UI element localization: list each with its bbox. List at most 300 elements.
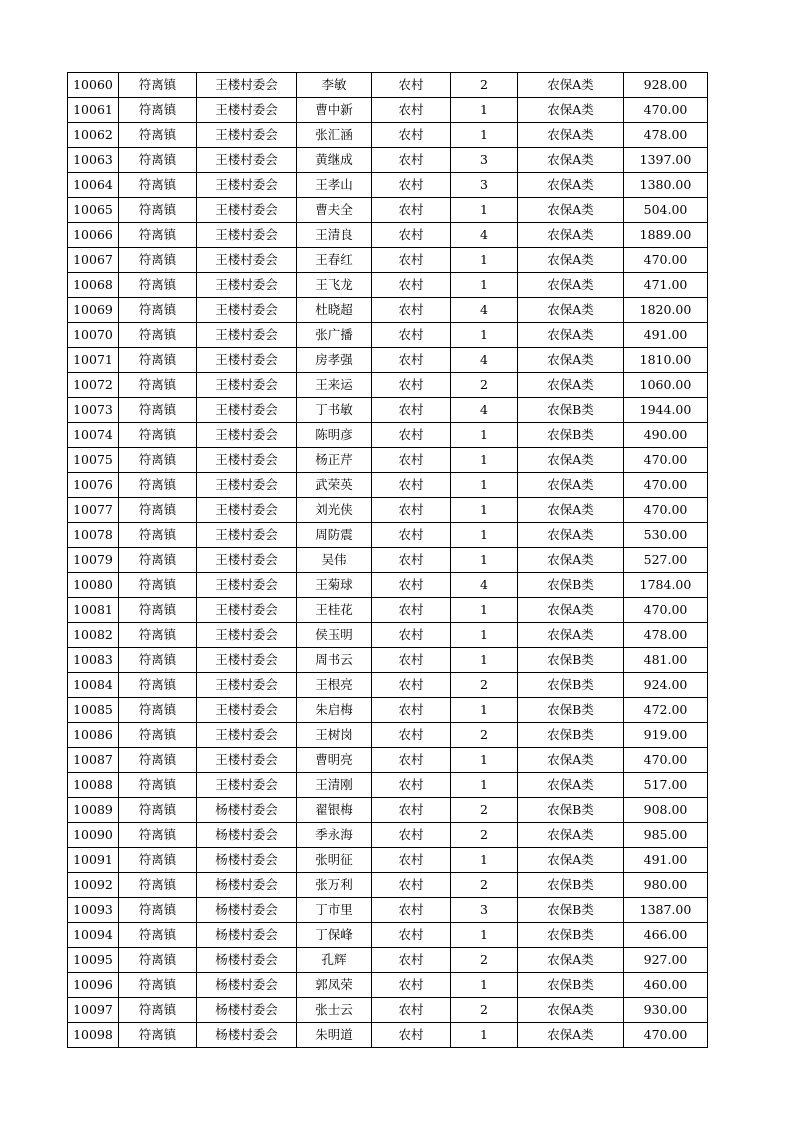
town-cell: 符离镇 xyxy=(119,598,197,623)
town-cell: 符离镇 xyxy=(119,648,197,673)
household-size-cell: 1 xyxy=(451,973,518,998)
name-cell: 王飞龙 xyxy=(297,273,372,298)
table-row xyxy=(68,798,708,823)
amount-cell: 980.00 xyxy=(624,873,708,898)
insurance-class-cell: 农保A类 xyxy=(518,948,624,973)
table-row xyxy=(68,373,708,398)
village-committee-cell: 王楼村委会 xyxy=(197,73,297,98)
household-size-cell: 4 xyxy=(451,573,518,598)
record-id-cell: 10081 xyxy=(68,598,119,623)
household-size-cell: 1 xyxy=(451,848,518,873)
area-type-cell: 农村 xyxy=(372,348,451,373)
area-type-cell: 农村 xyxy=(372,148,451,173)
insurance-class-cell: 农保A类 xyxy=(518,598,624,623)
area-type-cell: 农村 xyxy=(372,573,451,598)
insurance-class-cell: 农保A类 xyxy=(518,198,624,223)
town-cell: 符离镇 xyxy=(119,623,197,648)
amount-cell: 1380.00 xyxy=(624,173,708,198)
record-id-cell: 10066 xyxy=(68,223,119,248)
area-type-cell: 农村 xyxy=(372,173,451,198)
amount-cell: 927.00 xyxy=(624,948,708,973)
table-row xyxy=(68,98,708,123)
household-size-cell: 1 xyxy=(451,273,518,298)
household-size-cell: 2 xyxy=(451,373,518,398)
amount-cell: 466.00 xyxy=(624,923,708,948)
village-committee-cell: 杨楼村委会 xyxy=(197,873,297,898)
insurance-class-cell: 农保A类 xyxy=(518,73,624,98)
village-committee-cell: 杨楼村委会 xyxy=(197,923,297,948)
town-cell: 符离镇 xyxy=(119,798,197,823)
table-row xyxy=(68,273,708,298)
insurance-class-cell: 农保A类 xyxy=(518,998,624,1023)
village-committee-cell: 王楼村委会 xyxy=(197,573,297,598)
area-type-cell: 农村 xyxy=(372,723,451,748)
table-row xyxy=(68,998,708,1023)
name-cell: 刘光侠 xyxy=(297,498,372,523)
village-committee-cell: 王楼村委会 xyxy=(197,698,297,723)
household-size-cell: 1 xyxy=(451,598,518,623)
record-id-cell: 10083 xyxy=(68,648,119,673)
record-id-cell: 10061 xyxy=(68,98,119,123)
area-type-cell: 农村 xyxy=(372,598,451,623)
household-size-cell: 4 xyxy=(451,348,518,373)
insurance-class-cell: 农保A类 xyxy=(518,148,624,173)
household-size-cell: 4 xyxy=(451,298,518,323)
insurance-class-cell: 农保A类 xyxy=(518,273,624,298)
village-committee-cell: 王楼村委会 xyxy=(197,498,297,523)
amount-cell: 908.00 xyxy=(624,798,708,823)
insurance-class-cell: 农保A类 xyxy=(518,298,624,323)
name-cell: 翟银梅 xyxy=(297,798,372,823)
table-row xyxy=(68,898,708,923)
table-row xyxy=(68,873,708,898)
household-size-cell: 1 xyxy=(451,123,518,148)
amount-cell: 470.00 xyxy=(624,473,708,498)
insurance-class-cell: 农保A类 xyxy=(518,248,624,273)
name-cell: 侯玉明 xyxy=(297,623,372,648)
record-id-cell: 10065 xyxy=(68,198,119,223)
town-cell: 符离镇 xyxy=(119,298,197,323)
household-size-cell: 2 xyxy=(451,73,518,98)
household-size-cell: 2 xyxy=(451,723,518,748)
insurance-class-cell: 农保A类 xyxy=(518,848,624,873)
record-id-cell: 10067 xyxy=(68,248,119,273)
household-size-cell: 1 xyxy=(451,523,518,548)
name-cell: 郭凤荣 xyxy=(297,973,372,998)
amount-cell: 491.00 xyxy=(624,323,708,348)
area-type-cell: 农村 xyxy=(372,848,451,873)
village-committee-cell: 王楼村委会 xyxy=(197,148,297,173)
name-cell: 王孝山 xyxy=(297,173,372,198)
name-cell: 周防震 xyxy=(297,523,372,548)
village-committee-cell: 杨楼村委会 xyxy=(197,998,297,1023)
area-type-cell: 农村 xyxy=(372,248,451,273)
record-id-cell: 10088 xyxy=(68,773,119,798)
insurance-class-cell: 农保B类 xyxy=(518,673,624,698)
record-id-cell: 10062 xyxy=(68,123,119,148)
town-cell: 符离镇 xyxy=(119,573,197,598)
village-committee-cell: 杨楼村委会 xyxy=(197,823,297,848)
household-size-cell: 1 xyxy=(451,98,518,123)
name-cell: 曹中新 xyxy=(297,98,372,123)
insurance-class-cell: 农保A类 xyxy=(518,498,624,523)
record-id-cell: 10064 xyxy=(68,173,119,198)
record-id-cell: 10089 xyxy=(68,798,119,823)
household-size-cell: 1 xyxy=(451,448,518,473)
town-cell: 符离镇 xyxy=(119,123,197,148)
town-cell: 符离镇 xyxy=(119,1023,197,1048)
amount-cell: 930.00 xyxy=(624,998,708,1023)
area-type-cell: 农村 xyxy=(372,998,451,1023)
area-type-cell: 农村 xyxy=(372,948,451,973)
insurance-class-cell: 农保A类 xyxy=(518,823,624,848)
table-row xyxy=(68,523,708,548)
area-type-cell: 农村 xyxy=(372,823,451,848)
village-committee-cell: 杨楼村委会 xyxy=(197,798,297,823)
household-size-cell: 4 xyxy=(451,398,518,423)
record-id-cell: 10094 xyxy=(68,923,119,948)
table-row xyxy=(68,823,708,848)
town-cell: 符离镇 xyxy=(119,698,197,723)
amount-cell: 470.00 xyxy=(624,98,708,123)
table-row xyxy=(68,398,708,423)
town-cell: 符离镇 xyxy=(119,473,197,498)
area-type-cell: 农村 xyxy=(372,548,451,573)
area-type-cell: 农村 xyxy=(372,523,451,548)
area-type-cell: 农村 xyxy=(372,673,451,698)
table-row xyxy=(68,248,708,273)
insurance-class-cell: 农保B类 xyxy=(518,873,624,898)
table-row xyxy=(68,773,708,798)
village-committee-cell: 王楼村委会 xyxy=(197,298,297,323)
household-size-cell: 1 xyxy=(451,498,518,523)
insurance-class-cell: 农保A类 xyxy=(518,348,624,373)
table-row xyxy=(68,973,708,998)
area-type-cell: 农村 xyxy=(372,748,451,773)
village-committee-cell: 杨楼村委会 xyxy=(197,948,297,973)
town-cell: 符离镇 xyxy=(119,273,197,298)
village-committee-cell: 王楼村委会 xyxy=(197,273,297,298)
village-committee-cell: 王楼村委会 xyxy=(197,373,297,398)
insurance-class-cell: 农保A类 xyxy=(518,98,624,123)
amount-cell: 481.00 xyxy=(624,648,708,673)
area-type-cell: 农村 xyxy=(372,798,451,823)
name-cell: 王菊球 xyxy=(297,573,372,598)
insurance-class-cell: 农保A类 xyxy=(518,548,624,573)
amount-cell: 1060.00 xyxy=(624,373,708,398)
record-id-cell: 10085 xyxy=(68,698,119,723)
table-row xyxy=(68,598,708,623)
village-committee-cell: 王楼村委会 xyxy=(197,773,297,798)
record-id-cell: 10073 xyxy=(68,398,119,423)
record-id-cell: 10098 xyxy=(68,1023,119,1048)
area-type-cell: 农村 xyxy=(372,923,451,948)
amount-cell: 924.00 xyxy=(624,673,708,698)
insurance-class-cell: 农保B类 xyxy=(518,398,624,423)
household-size-cell: 1 xyxy=(451,198,518,223)
area-type-cell: 农村 xyxy=(372,123,451,148)
village-committee-cell: 王楼村委会 xyxy=(197,423,297,448)
name-cell: 杨正芹 xyxy=(297,448,372,473)
table-row xyxy=(68,698,708,723)
name-cell: 陈明彦 xyxy=(297,423,372,448)
town-cell: 符离镇 xyxy=(119,498,197,523)
village-committee-cell: 王楼村委会 xyxy=(197,223,297,248)
village-committee-cell: 王楼村委会 xyxy=(197,673,297,698)
area-type-cell: 农村 xyxy=(372,1023,451,1048)
area-type-cell: 农村 xyxy=(372,298,451,323)
town-cell: 符离镇 xyxy=(119,148,197,173)
household-size-cell: 1 xyxy=(451,748,518,773)
village-committee-cell: 王楼村委会 xyxy=(197,623,297,648)
amount-cell: 928.00 xyxy=(624,73,708,98)
record-id-cell: 10093 xyxy=(68,898,119,923)
name-cell: 曹明亮 xyxy=(297,748,372,773)
area-type-cell: 农村 xyxy=(372,448,451,473)
insurance-class-cell: 农保A类 xyxy=(518,1023,624,1048)
table-row xyxy=(68,348,708,373)
household-size-cell: 2 xyxy=(451,823,518,848)
town-cell: 符离镇 xyxy=(119,898,197,923)
record-id-cell: 10076 xyxy=(68,473,119,498)
village-committee-cell: 王楼村委会 xyxy=(197,323,297,348)
area-type-cell: 农村 xyxy=(372,623,451,648)
area-type-cell: 农村 xyxy=(372,223,451,248)
household-size-cell: 2 xyxy=(451,673,518,698)
household-size-cell: 1 xyxy=(451,1023,518,1048)
amount-cell: 1810.00 xyxy=(624,348,708,373)
table-row xyxy=(68,73,708,98)
household-size-cell: 3 xyxy=(451,173,518,198)
insurance-class-cell: 农保B类 xyxy=(518,423,624,448)
record-id-cell: 10092 xyxy=(68,873,119,898)
amount-cell: 470.00 xyxy=(624,498,708,523)
area-type-cell: 农村 xyxy=(372,423,451,448)
table-row xyxy=(68,848,708,873)
benefit-table xyxy=(67,72,708,1048)
amount-cell: 1889.00 xyxy=(624,223,708,248)
village-committee-cell: 杨楼村委会 xyxy=(197,973,297,998)
name-cell: 李敏 xyxy=(297,73,372,98)
record-id-cell: 10077 xyxy=(68,498,119,523)
town-cell: 符离镇 xyxy=(119,98,197,123)
table-row xyxy=(68,423,708,448)
village-committee-cell: 王楼村委会 xyxy=(197,398,297,423)
insurance-class-cell: 农保A类 xyxy=(518,123,624,148)
name-cell: 王桂花 xyxy=(297,598,372,623)
insurance-class-cell: 农保B类 xyxy=(518,648,624,673)
insurance-class-cell: 农保A类 xyxy=(518,173,624,198)
name-cell: 王来运 xyxy=(297,373,372,398)
village-committee-cell: 杨楼村委会 xyxy=(197,848,297,873)
area-type-cell: 农村 xyxy=(372,73,451,98)
amount-cell: 470.00 xyxy=(624,248,708,273)
area-type-cell: 农村 xyxy=(372,198,451,223)
record-id-cell: 10070 xyxy=(68,323,119,348)
name-cell: 王根亮 xyxy=(297,673,372,698)
name-cell: 杜晓超 xyxy=(297,298,372,323)
village-committee-cell: 王楼村委会 xyxy=(197,548,297,573)
record-id-cell: 10078 xyxy=(68,523,119,548)
name-cell: 张明征 xyxy=(297,848,372,873)
insurance-class-cell: 农保B类 xyxy=(518,923,624,948)
insurance-class-cell: 农保B类 xyxy=(518,573,624,598)
amount-cell: 919.00 xyxy=(624,723,708,748)
household-size-cell: 1 xyxy=(451,623,518,648)
amount-cell: 460.00 xyxy=(624,973,708,998)
town-cell: 符离镇 xyxy=(119,773,197,798)
record-id-cell: 10086 xyxy=(68,723,119,748)
record-id-cell: 10072 xyxy=(68,373,119,398)
record-id-cell: 10084 xyxy=(68,673,119,698)
name-cell: 曹夫全 xyxy=(297,198,372,223)
household-size-cell: 2 xyxy=(451,948,518,973)
amount-cell: 527.00 xyxy=(624,548,708,573)
table-row xyxy=(68,173,708,198)
record-id-cell: 10068 xyxy=(68,273,119,298)
village-committee-cell: 王楼村委会 xyxy=(197,598,297,623)
table-row xyxy=(68,923,708,948)
insurance-class-cell: 农保A类 xyxy=(518,473,624,498)
record-id-cell: 10082 xyxy=(68,623,119,648)
name-cell: 王清良 xyxy=(297,223,372,248)
insurance-class-cell: 农保A类 xyxy=(518,748,624,773)
amount-cell: 470.00 xyxy=(624,748,708,773)
area-type-cell: 农村 xyxy=(372,898,451,923)
name-cell: 周书云 xyxy=(297,648,372,673)
name-cell: 张士云 xyxy=(297,998,372,1023)
household-size-cell: 1 xyxy=(451,698,518,723)
town-cell: 符离镇 xyxy=(119,373,197,398)
town-cell: 符离镇 xyxy=(119,198,197,223)
town-cell: 符离镇 xyxy=(119,823,197,848)
record-id-cell: 10075 xyxy=(68,448,119,473)
amount-cell: 1387.00 xyxy=(624,898,708,923)
amount-cell: 470.00 xyxy=(624,448,708,473)
area-type-cell: 农村 xyxy=(372,773,451,798)
record-id-cell: 10087 xyxy=(68,748,119,773)
household-size-cell: 1 xyxy=(451,248,518,273)
amount-cell: 530.00 xyxy=(624,523,708,548)
table-row xyxy=(68,473,708,498)
household-size-cell: 3 xyxy=(451,148,518,173)
household-size-cell: 1 xyxy=(451,323,518,348)
household-size-cell: 1 xyxy=(451,473,518,498)
town-cell: 符离镇 xyxy=(119,973,197,998)
table-row xyxy=(68,573,708,598)
village-committee-cell: 王楼村委会 xyxy=(197,523,297,548)
area-type-cell: 农村 xyxy=(372,323,451,348)
town-cell: 符离镇 xyxy=(119,448,197,473)
amount-cell: 491.00 xyxy=(624,848,708,873)
amount-cell: 1944.00 xyxy=(624,398,708,423)
town-cell: 符离镇 xyxy=(119,873,197,898)
table-row xyxy=(68,498,708,523)
amount-cell: 471.00 xyxy=(624,273,708,298)
town-cell: 符离镇 xyxy=(119,998,197,1023)
insurance-class-cell: 农保B类 xyxy=(518,698,624,723)
town-cell: 符离镇 xyxy=(119,323,197,348)
town-cell: 符离镇 xyxy=(119,423,197,448)
village-committee-cell: 王楼村委会 xyxy=(197,173,297,198)
name-cell: 黄继成 xyxy=(297,148,372,173)
area-type-cell: 农村 xyxy=(372,973,451,998)
amount-cell: 472.00 xyxy=(624,698,708,723)
insurance-class-cell: 农保B类 xyxy=(518,798,624,823)
record-id-cell: 10063 xyxy=(68,148,119,173)
name-cell: 王清刚 xyxy=(297,773,372,798)
name-cell: 孔辉 xyxy=(297,948,372,973)
insurance-class-cell: 农保A类 xyxy=(518,623,624,648)
record-id-cell: 10095 xyxy=(68,948,119,973)
household-size-cell: 4 xyxy=(451,223,518,248)
name-cell: 张汇涵 xyxy=(297,123,372,148)
village-committee-cell: 王楼村委会 xyxy=(197,348,297,373)
household-size-cell: 2 xyxy=(451,998,518,1023)
amount-cell: 985.00 xyxy=(624,823,708,848)
name-cell: 丁保峰 xyxy=(297,923,372,948)
household-size-cell: 1 xyxy=(451,423,518,448)
town-cell: 符离镇 xyxy=(119,848,197,873)
table-row xyxy=(68,673,708,698)
area-type-cell: 农村 xyxy=(372,648,451,673)
area-type-cell: 农村 xyxy=(372,98,451,123)
household-size-cell: 2 xyxy=(451,873,518,898)
household-size-cell: 3 xyxy=(451,898,518,923)
name-cell: 季永海 xyxy=(297,823,372,848)
record-id-cell: 10069 xyxy=(68,298,119,323)
town-cell: 符离镇 xyxy=(119,523,197,548)
village-committee-cell: 王楼村委会 xyxy=(197,98,297,123)
record-id-cell: 10090 xyxy=(68,823,119,848)
insurance-class-cell: 农保A类 xyxy=(518,523,624,548)
village-committee-cell: 王楼村委会 xyxy=(197,473,297,498)
table-row xyxy=(68,1023,708,1048)
household-size-cell: 1 xyxy=(451,548,518,573)
name-cell: 张万利 xyxy=(297,873,372,898)
record-id-cell: 10060 xyxy=(68,73,119,98)
area-type-cell: 农村 xyxy=(372,273,451,298)
household-size-cell: 1 xyxy=(451,923,518,948)
table-body xyxy=(68,73,708,1048)
household-size-cell: 2 xyxy=(451,798,518,823)
name-cell: 丁书敏 xyxy=(297,398,372,423)
area-type-cell: 农村 xyxy=(372,398,451,423)
amount-cell: 470.00 xyxy=(624,1023,708,1048)
record-id-cell: 10091 xyxy=(68,848,119,873)
table-row xyxy=(68,148,708,173)
record-id-cell: 10080 xyxy=(68,573,119,598)
name-cell: 朱明道 xyxy=(297,1023,372,1048)
village-committee-cell: 王楼村委会 xyxy=(197,248,297,273)
table-row xyxy=(68,298,708,323)
town-cell: 符离镇 xyxy=(119,348,197,373)
insurance-class-cell: 农保A类 xyxy=(518,373,624,398)
table-row xyxy=(68,948,708,973)
village-committee-cell: 王楼村委会 xyxy=(197,198,297,223)
village-committee-cell: 王楼村委会 xyxy=(197,748,297,773)
town-cell: 符离镇 xyxy=(119,248,197,273)
town-cell: 符离镇 xyxy=(119,723,197,748)
village-committee-cell: 杨楼村委会 xyxy=(197,1023,297,1048)
amount-cell: 1397.00 xyxy=(624,148,708,173)
town-cell: 符离镇 xyxy=(119,748,197,773)
table-row xyxy=(68,548,708,573)
amount-cell: 1820.00 xyxy=(624,298,708,323)
town-cell: 符离镇 xyxy=(119,673,197,698)
table-row xyxy=(68,323,708,348)
insurance-class-cell: 农保A类 xyxy=(518,223,624,248)
